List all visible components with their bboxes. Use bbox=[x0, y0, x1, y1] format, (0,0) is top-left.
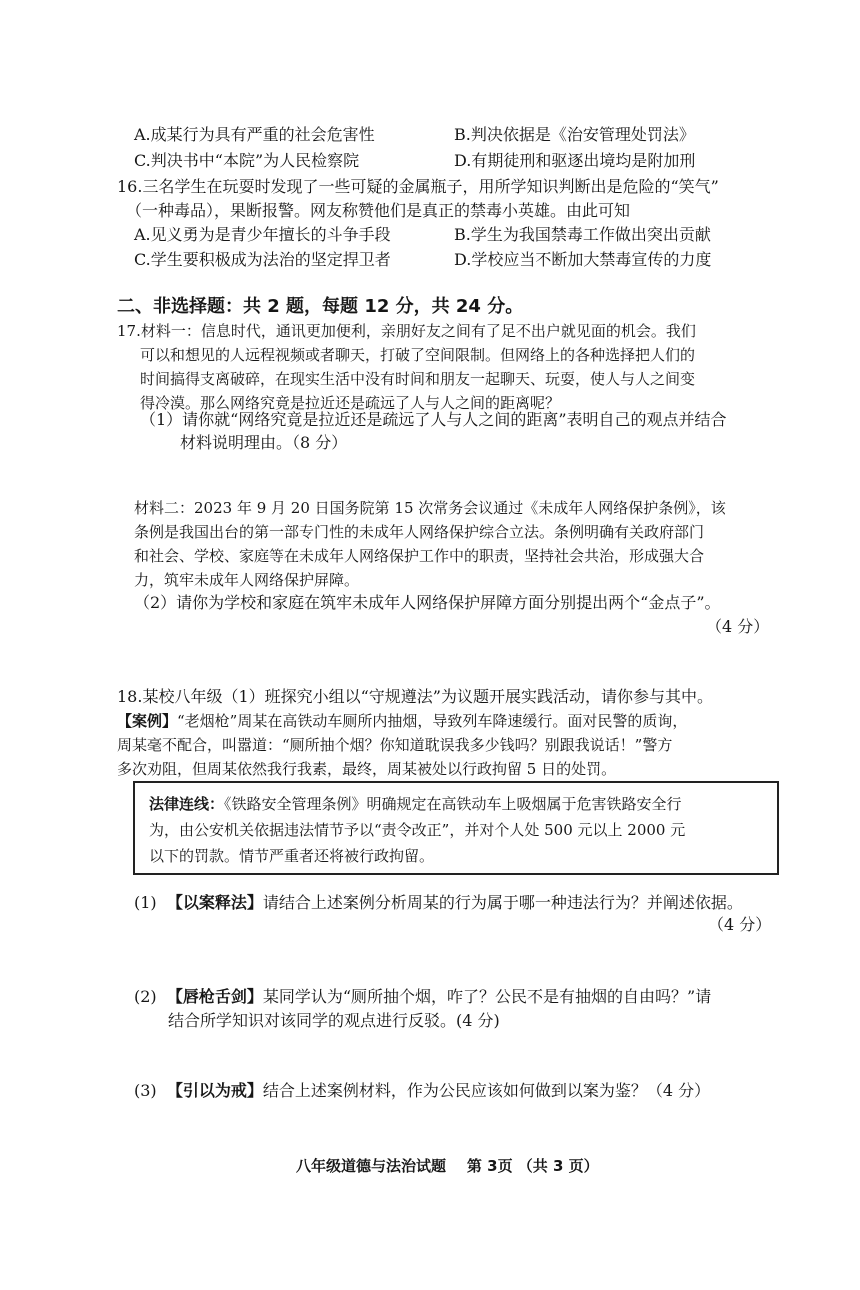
law-connection-box bbox=[133, 781, 779, 875]
section-heading: 二、非选择题：共 2 题，每题 12 分，共 24 分。 bbox=[117, 296, 524, 317]
law-text-line1: 《铁路安全管理条例》明确规定在高铁动车上吸烟属于危害铁路安全行 bbox=[224, 795, 682, 813]
q17-material2-line1: 材料二：2023 年 9 月 20 日国务院第 15 次常务会议通过《未成年人网络保护条例》，该 bbox=[134, 499, 726, 517]
q17-material1-line3: 时间搞得支离破碎，在现实生活中没有时间和朋友一起聊天、玩耍，使人与人之间变 bbox=[140, 370, 696, 388]
q18-part2-line2: 结合所学知识对该同学的观点进行反驳。(4 分) bbox=[168, 1011, 500, 1030]
q16-option-b: B.学生为我国禁毒工作做出突出贡献 bbox=[454, 225, 711, 244]
q18-part2 bbox=[134, 986, 711, 1008]
case-text-line1: “老烟枪”周某在高铁动车厕所内抽烟，导致列车降速缓行。面对民警的质询， bbox=[177, 712, 688, 730]
law-line1 bbox=[149, 793, 682, 815]
part2-text: 某同学认为“厕所抽个烟，咋了？公民不是有抽烟的自由吗？”请 bbox=[262, 987, 712, 1006]
q17-material2-line3: 和社会、学校、家庭等在未成年人网络保护工作中的职责，坚持社会共治，形成强大合 bbox=[134, 547, 705, 565]
q15-option-b: B.判决依据是《治安管理处罚法》 bbox=[454, 125, 695, 144]
q17-part1-line1: （1）请你就“网络究竟是拉近还是疏远了人与人之间的距离”表明自己的观点并结合 bbox=[140, 410, 727, 429]
part1-tag: 【以案释法】 bbox=[166, 893, 263, 912]
q16-option-c: C.学生要积极成为法治的坚定捍卫者 bbox=[134, 250, 391, 269]
part1-number: (1) bbox=[134, 893, 157, 912]
q18-part3 bbox=[134, 1080, 710, 1102]
law-heading: 法律连线： bbox=[149, 795, 225, 813]
q18-case-line1 bbox=[117, 710, 687, 732]
part3-text: 结合上述案例材料，作为公民应该如何做到以案为鉴？（4 分） bbox=[262, 1081, 711, 1100]
q17-material2-line4: 力，筑牢未成年人网络保护屏障。 bbox=[134, 571, 360, 589]
q16-stem-line1: 16.三名学生在玩耍时发现了一些可疑的金属瓶子，用所学知识判断出是危险的“笑气” bbox=[117, 177, 719, 196]
q17-part1-line2: 材料说明理由。（8 分） bbox=[180, 433, 348, 452]
q17-material1-line4: 得冷漠。那么网络究竟是拉近还是疏远了人与人之间的距离呢？ bbox=[140, 394, 561, 412]
footer-page-number: 第 3页 （共 3 页） bbox=[466, 1157, 599, 1175]
part3-tag: 【引以为戒】 bbox=[166, 1081, 263, 1100]
q18-part1-score: （4 分） bbox=[708, 915, 772, 934]
part3-number: (3) bbox=[134, 1081, 157, 1100]
case-tag: 【案例】 bbox=[117, 712, 178, 730]
q18-intro: 18.某校八年级（1）班探究小组以“守规遵法”为议题开展实践活动，请你参与其中。 bbox=[117, 687, 713, 706]
q18-case-line3: 多次劝阻，但周某依然我行我素，最终，周某被处以行政拘留 5 日的处罚。 bbox=[117, 760, 617, 778]
part2-number: (2) bbox=[134, 987, 157, 1006]
law-line3: 以下的罚款。情节严重者还将被行政拘留。 bbox=[149, 847, 435, 865]
q16-option-d: D.学校应当不断加大禁毒宣传的力度 bbox=[454, 250, 712, 269]
q17-material1-line1: 17.材料一：信息时代，通讯更加便利，亲朋好友之间有了足不出户就见面的机会。我们 bbox=[117, 322, 696, 340]
q15-option-a: A.成某行为具有严重的社会危害性 bbox=[134, 125, 375, 144]
q17-part2-line1: （2）请你为学校和家庭在筑牢未成年人网络保护屏障方面分别提出两个“金点子”。 bbox=[134, 593, 721, 612]
q16-stem-line2: （一种毒品），果断报警。网友称赞他们是真正的禁毒小英雄。由此可知 bbox=[126, 201, 631, 220]
q15-option-c: C.判决书中“本院”为人民检察院 bbox=[134, 151, 360, 170]
q17-part2-score: （4 分） bbox=[706, 617, 770, 636]
q17-material2-line2: 条例是我国出台的第一部专门性的未成年人网络保护综合立法。条例明确有关政府部门 bbox=[134, 523, 705, 541]
q17-material1-line2: 可以和想见的人远程视频或者聊天，打破了空间限制。但网络上的各种选择把人们的 bbox=[140, 346, 696, 364]
footer bbox=[296, 1155, 599, 1176]
q15-option-d: D.有期徒刑和驱逐出境均是附加刑 bbox=[454, 151, 696, 170]
q16-option-a: A.见义勇为是青少年擅长的斗争手段 bbox=[134, 225, 391, 244]
part2-tag: 【唇枪舌剑】 bbox=[166, 987, 263, 1006]
part1-text: 请结合上述案例分析周某的行为属于哪一种违法行为？并阐述依据。 bbox=[262, 893, 743, 912]
q18-case-line2: 周某毫不配合，叫嚣道：“厕所抽个烟？你知道耽误我多少钱吗？别跟我说话！”警方 bbox=[117, 736, 673, 754]
law-line2: 为，由公安机关依据违法情节予以“责令改正”，并对个人处 500 元以上 2000 元 bbox=[149, 821, 686, 839]
footer-subject: 八年级道德与法治试题 bbox=[296, 1157, 447, 1175]
q18-part1 bbox=[134, 892, 743, 914]
